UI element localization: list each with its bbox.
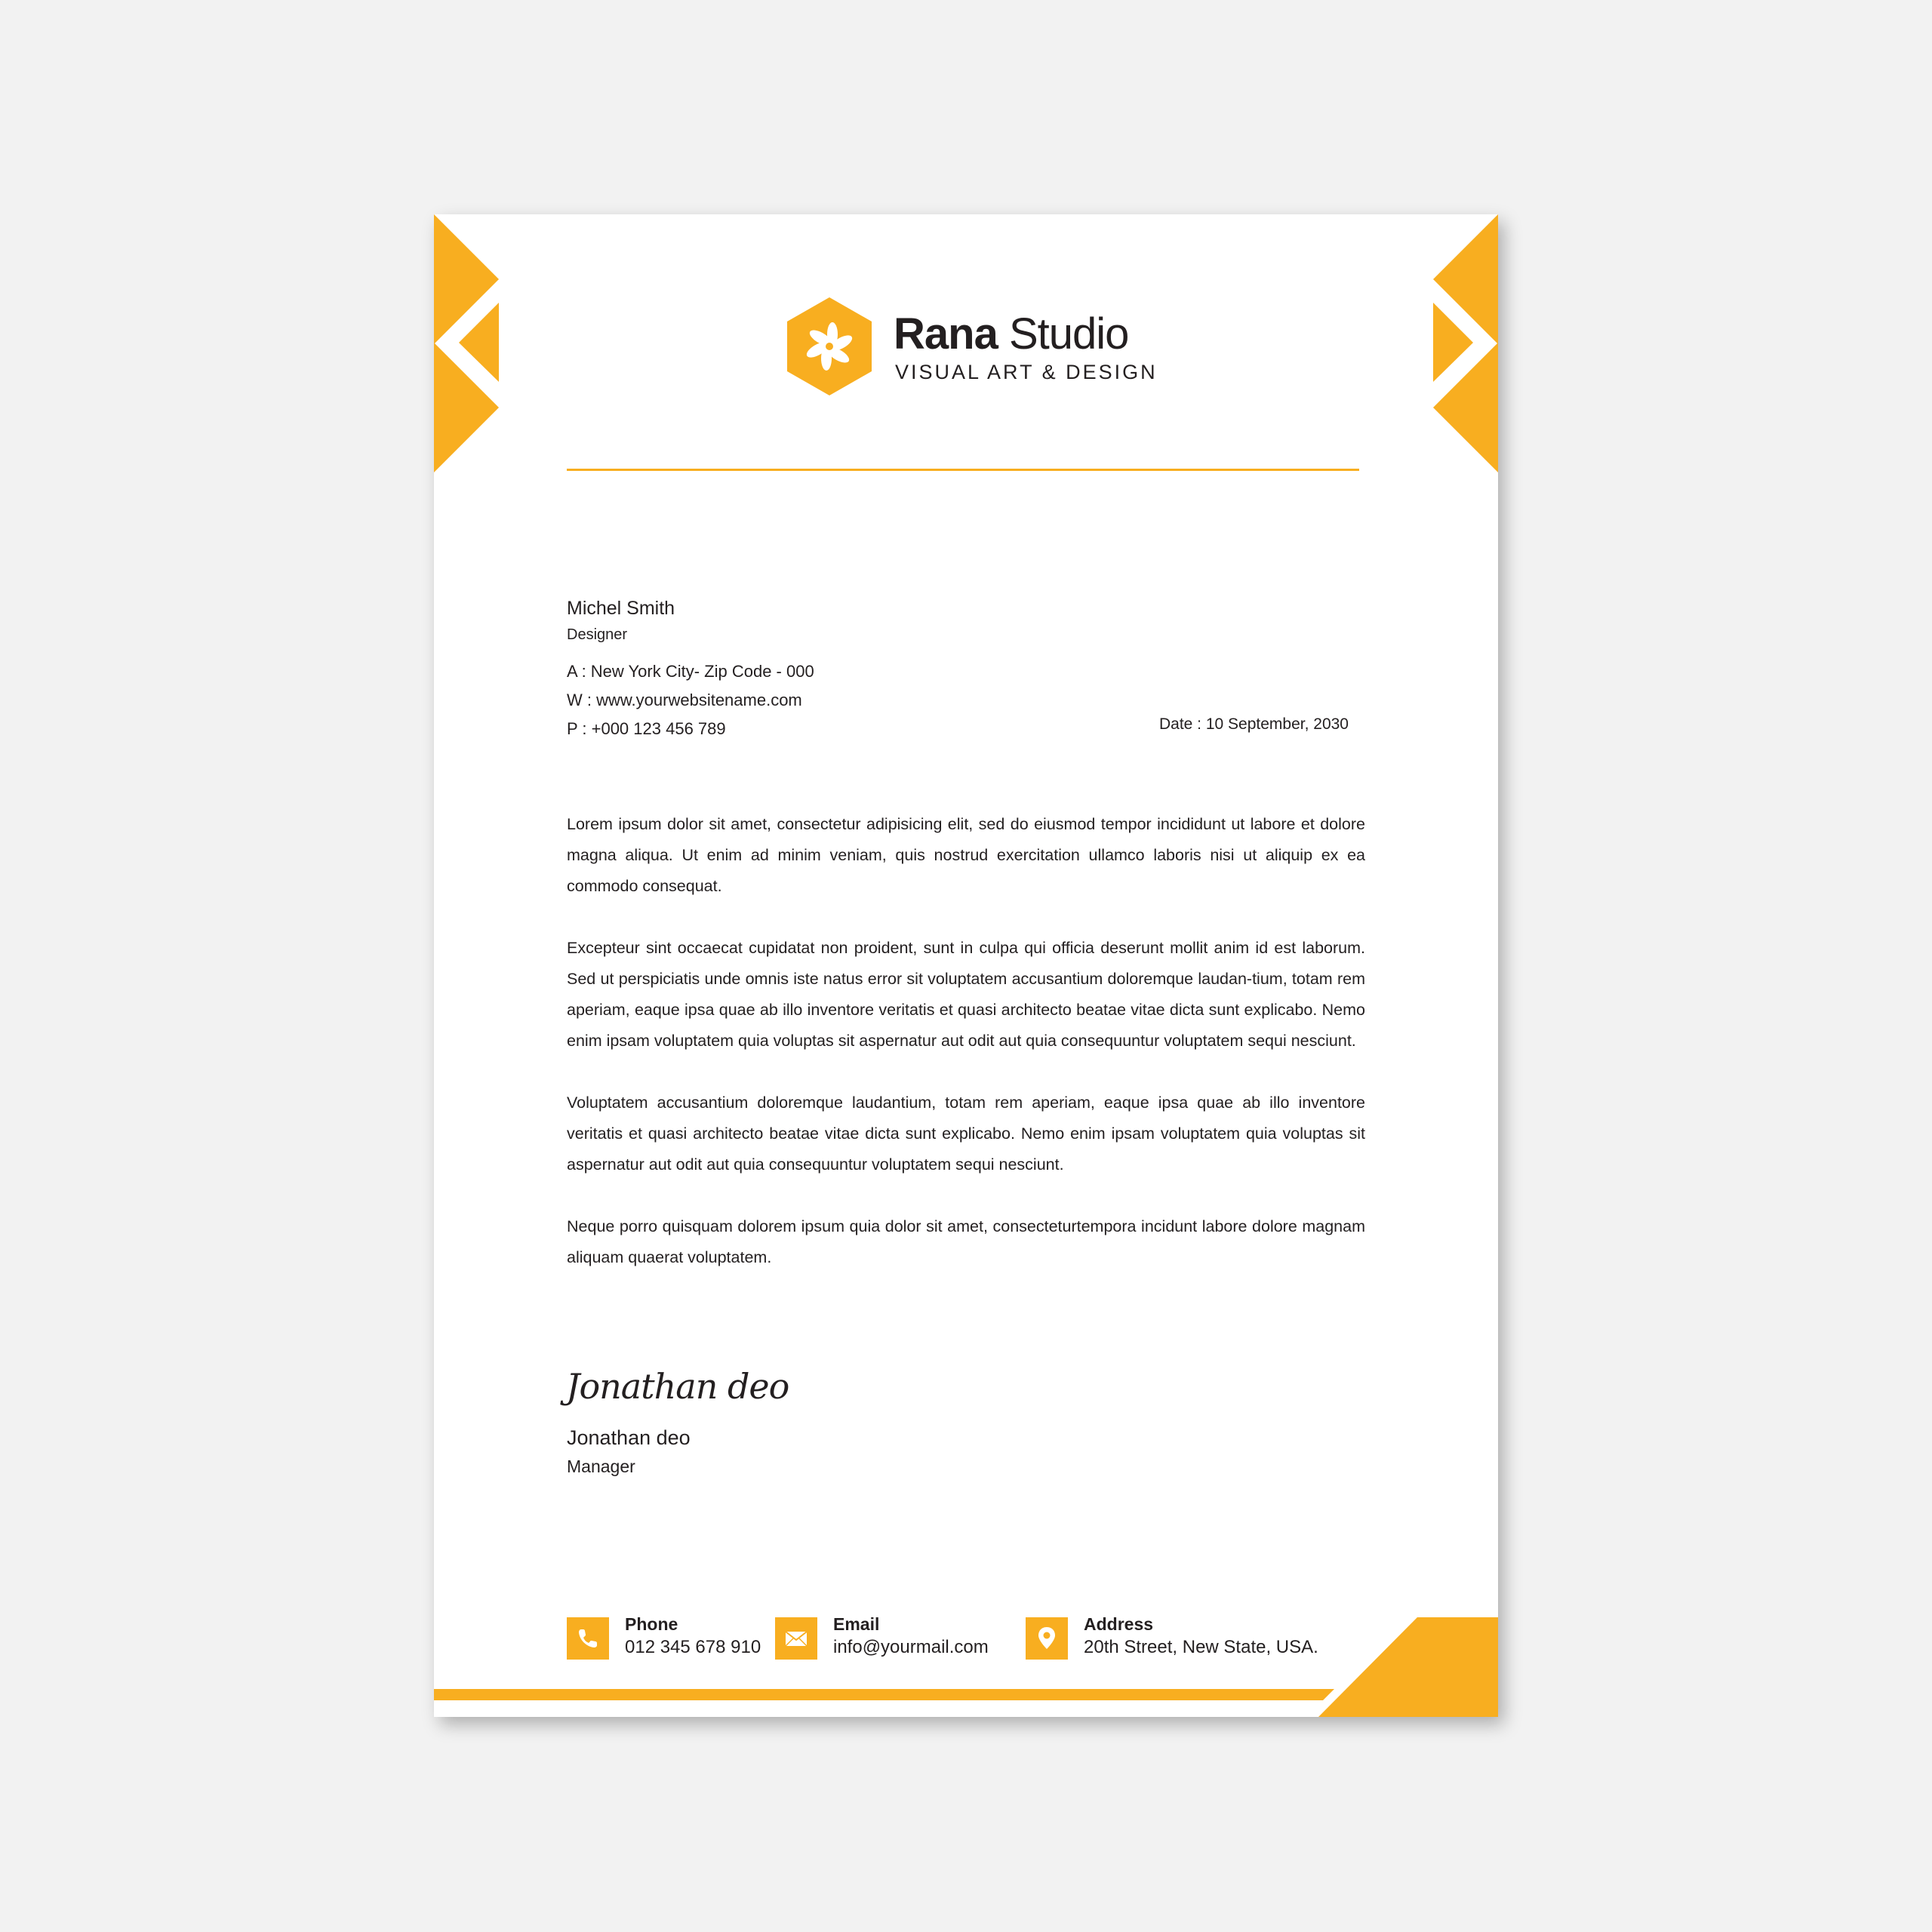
top-left-triangle-middle — [459, 303, 499, 382]
sender-contact-list — [567, 657, 1020, 743]
footer-phone-value: 012 345 678 910 — [625, 1637, 761, 1657]
envelope-icon — [775, 1617, 817, 1660]
letterhead-page — [434, 214, 1498, 1717]
sender-name: Michel Smith — [567, 598, 675, 619]
body-paragraph: Excepteur sint occaecat cupidatat non proident, sunt in culpa qui officia deserunt mollit anim id est laborum. Sed ut perspiciatis unde omnis iste natus error sit voluptatem accusantium doloremque laudan-tium, totam rem aperiam, eaque ipsa quae ab illo inventore veritatis et quasi architecto beatae vitae dicta sunt explicabo. Nemo enim ipsam voluptatem quia voluptas sit aspernatur aut odit aut quia consequuntur voluptatem sequi nesciunt. — [567, 939, 1365, 1050]
brand-logo — [785, 296, 1208, 409]
letter-date: Date : 10 September, 2030 — [1158, 715, 1349, 733]
signatory-name: Jonathan deo — [567, 1426, 691, 1449]
phone-icon — [567, 1617, 609, 1660]
brand-tagline: VISUAL ART & DESIGN — [895, 361, 1158, 383]
body-paragraph: Neque porro quisquam dolorem ipsum quia dolor sit amet, consecteturtempora incidunt labore dolore magnam aliquam quaerat voluptatem. — [567, 1217, 1365, 1266]
pinwheel-hexagon-icon — [785, 296, 874, 397]
footer-email-value: info@yourmail.com — [833, 1637, 989, 1657]
handwritten-signature: Jonathan deo — [566, 1366, 789, 1407]
sender-website: W : www.yourwebsitename.com — [567, 691, 802, 709]
bottom-right-corner-block — [1318, 1617, 1498, 1717]
signatory-title: Manager — [567, 1457, 635, 1476]
sender-address: A : New York City- Zip Code - 000 — [567, 662, 814, 681]
sender-phone: P : +000 123 456 789 — [567, 719, 726, 738]
letter-body — [567, 809, 1365, 1304]
bottom-stripe — [434, 1689, 1334, 1700]
brand-name — [894, 309, 1129, 358]
footer-email-label: Email — [833, 1614, 880, 1634]
sender-block — [567, 599, 1020, 743]
sender-role: Designer — [567, 626, 628, 643]
body-paragraph: Voluptatem accusantium doloremque laudantium, totam rem aperiam, eaque ipsa quae ab illo inventore veritatis et quasi architecto beatae vitae dicta sunt explicabo. Nemo enim ipsam voluptatem quia voluptas sit aspernatur aut odit aut quia consequuntur voluptatem sequi nesciunt. — [567, 1094, 1365, 1174]
footer-address-label: Address — [1084, 1614, 1154, 1634]
footer-address-value: 20th Street, New State, USA. — [1084, 1637, 1318, 1657]
header-divider — [567, 469, 1359, 471]
top-right-triangle-middle — [1433, 303, 1473, 382]
brand-name-light: Studio — [1008, 309, 1129, 358]
map-pin-icon — [1026, 1617, 1068, 1660]
footer-phone-label: Phone — [625, 1614, 678, 1634]
body-paragraph: Lorem ipsum dolor sit amet, consectetur adipisicing elit, sed do eiusmod tempor incididunt ut labore et dolore magna aliqua. Ut enim ad minim veniam, quis nostrud exercitation ullamco laboris nisi ut aliquip ex ea commodo consequat. — [567, 815, 1365, 895]
brand-name-bold: Rana — [894, 309, 998, 358]
